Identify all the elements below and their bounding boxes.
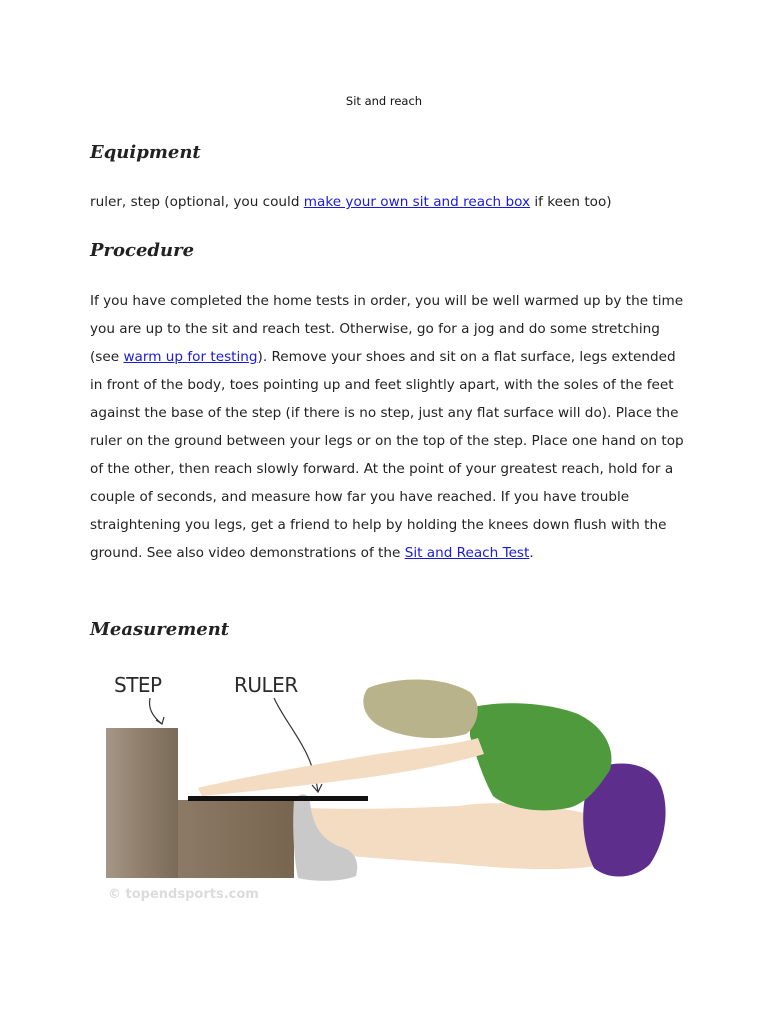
ruler-bar bbox=[188, 796, 368, 801]
equipment-text bbox=[90, 188, 690, 216]
box-block bbox=[178, 800, 294, 878]
equipment-text-after: if keen too) bbox=[530, 194, 612, 210]
step-label: STEP bbox=[114, 673, 162, 697]
illustration-canvas bbox=[98, 668, 678, 908]
sit-and-reach-illustration bbox=[98, 668, 678, 908]
step-pointer-arrow bbox=[150, 698, 163, 724]
procedure-heading: Procedure bbox=[90, 240, 195, 261]
procedure-text-part-2: ). Remove your shoes and sit on a flat surface, legs extended in front of the body, toes pointing up and feet slightly apart, with the soles of the feet against the base of the step (if there is no step, just any flat surface will do). Place the ruler on the ground between your legs or on the top of the step. Place one hand on top of the other, then reach slowly forward. At the point of your greatest reach, hold for a couple of seconds, and measure how far you have reached. If you have trouble straightening you legs, get a friend to help by holding the knees down flush with the ground. See also video demonstrations of the bbox=[90, 349, 684, 561]
equipment-text-before: ruler, step (optional, you could bbox=[90, 194, 304, 210]
person-shirt bbox=[470, 703, 611, 810]
sit-and-reach-test-link[interactable]: Sit and Reach Test bbox=[404, 545, 530, 561]
procedure-text bbox=[90, 287, 690, 567]
person-arm bbox=[198, 738, 484, 796]
warm-up-for-testing-link[interactable]: warm up for testing bbox=[123, 349, 258, 365]
step-block bbox=[106, 728, 178, 878]
person-head bbox=[363, 679, 477, 738]
make-sit-reach-box-link[interactable]: make your own sit and reach box bbox=[303, 194, 531, 210]
procedure-text-part-3: . bbox=[529, 545, 534, 561]
measurement-heading: Measurement bbox=[90, 619, 230, 640]
equipment-heading: Equipment bbox=[90, 142, 201, 163]
ruler-label: RULER bbox=[234, 673, 298, 697]
procedure-text-part-1: If you have completed the home tests in order, you will be well warmed up by the time you are up to the sit and reach test. Otherwise, go for a jog and do some stretching (see bbox=[90, 293, 684, 365]
document-title: Sit and reach bbox=[345, 94, 423, 108]
watermark-text: © topendsports.com bbox=[108, 887, 259, 902]
step-pointer-arrowhead bbox=[156, 717, 164, 724]
